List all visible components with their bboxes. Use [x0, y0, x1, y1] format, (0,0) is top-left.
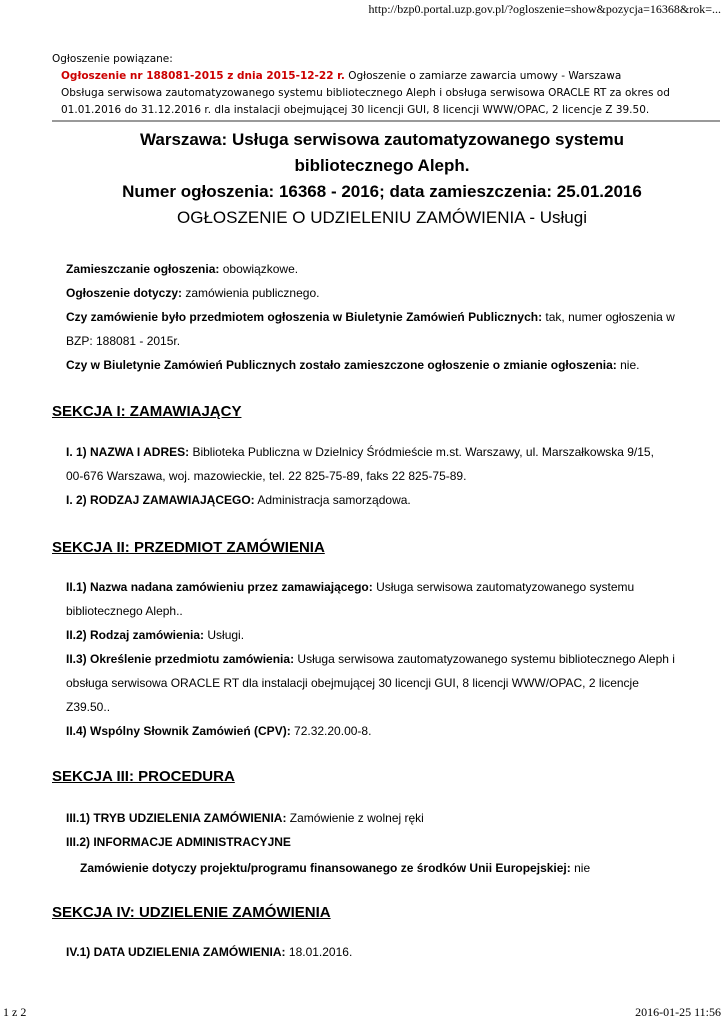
page-title — [52, 127, 712, 231]
related-link[interactable]: Ogłoszenie nr 188081-2015 z dnia 2015-12-22 r. — [61, 70, 345, 82]
related-text-3: 01.01.2016 do 31.12.2016 r. dla instalacji obejmującej 30 licencji GUI, 8 licencji WWW/OPAC, 2 licencje Z 39.50. — [61, 104, 650, 116]
intro-value-1: obowiązkowe. — [219, 262, 299, 276]
divider — [52, 120, 720, 122]
s2-value-b: Usługi. — [204, 628, 245, 642]
section-2-heading: SEKCJA II: PRZEDMIOT ZAMÓWIENIA — [52, 539, 325, 556]
s2-value-c: Usługa serwisowa zautomatyzowanego systemu bibliotecznego Aleph i — [294, 652, 675, 666]
title-line-3: Numer ogłoszenia: 16368 - 2016; data zamieszczenia: 25.01.2016 — [122, 182, 642, 201]
intro-value-3-cont: BZP: 188081 - 2015r. — [66, 334, 181, 348]
related-label: Ogłoszenie powiązane: — [52, 53, 173, 65]
s4-value-a: 18.01.2016. — [285, 945, 353, 959]
section-3-heading: SEKCJA III: PROCEDURA — [52, 768, 235, 785]
intro-label-3: Czy zamówienie było przedmiotem ogłoszenia w Biuletynie Zamówień Publicznych: — [66, 310, 543, 324]
related-text-2: Obsługa serwisowa zautomatyzowanego systemu bibliotecznego Aleph i obsługa serwisowa ORACLE RT za okres od — [61, 87, 670, 99]
section-4-heading: SEKCJA IV: UDZIELENIE ZAMÓWIENIA — [52, 904, 331, 921]
intro-block — [52, 257, 706, 377]
intro-label-2: Ogłoszenie dotyczy: — [66, 286, 183, 300]
section-3-eu — [52, 856, 720, 880]
intro-value-2: zamówienia publicznego. — [182, 286, 320, 300]
s2-label-b: II.2) Rodzaj zamówienia: — [66, 628, 205, 642]
section-1-body — [52, 440, 706, 512]
s4-label-a: IV.1) DATA UDZIELENIA ZAMÓWIENIA: — [66, 945, 286, 959]
section-2-body — [52, 575, 706, 743]
s1-label-a: I. 1) NAZWA I ADRES: — [66, 445, 190, 459]
s2-label-c: II.3) Określenie przedmiotu zamówienia: — [66, 652, 295, 666]
s2-value-a-cont: bibliotecznego Aleph.. — [66, 604, 183, 618]
section-1-heading: SEKCJA I: ZAMAWIAJĄCY — [52, 403, 242, 420]
related-notice — [52, 51, 672, 119]
browser-url: http://bzp0.portal.uzp.gov.pl/?ogloszenie=show&pozycja=16368&rok=... — [368, 2, 721, 16]
title-line-1: Warszawa: Usługa serwisowa zautomatyzowanego systemu — [139, 130, 624, 149]
s1-value-a: Biblioteka Publiczna w Dzielnicy Śródmieście m.st. Warszawy, ul. Marszałkowska 9/15, — [189, 445, 654, 459]
section-3-body — [52, 806, 706, 854]
s2-label-a: II.1) Nazwa nadana zamówieniu przez zamawiającego: — [66, 580, 373, 594]
s2-value-c-cont1: obsługa serwisowa ORACLE RT dla instalacji obejmującej 30 licencji GUI, 8 licencji WWW/OPAC, 2 licencje — [66, 676, 639, 690]
s3-value-a: Zamówienie z wolnej ręki — [286, 811, 424, 825]
page-counter: 1 z 2 — [3, 1005, 27, 1019]
intro-label-4: Czy w Biuletynie Zamówień Publicznych zostało zamieszczone ogłoszenie o zmianie ogłoszenia: — [66, 358, 617, 372]
s3-label-a: III.1) TRYB UDZIELENIA ZAMÓWIENIA: — [66, 811, 287, 825]
s2-value-d: 72.32.20.00-8. — [290, 724, 372, 738]
s3-label-b: III.2) INFORMACJE ADMINISTRACYJNE — [66, 835, 291, 849]
intro-label-1: Zamieszczanie ogłoszenia: — [66, 262, 220, 276]
s2-value-c-cont2: Z39.50.. — [66, 700, 111, 714]
intro-value-4: nie. — [616, 358, 640, 372]
related-text-1: Ogłoszenie o zamiarze zawarcia umowy - Warszawa — [344, 70, 622, 82]
s2-label-d: II.4) Wspólny Słownik Zamówień (CPV): — [66, 724, 291, 738]
s1-value-b: Administracja samorządowa. — [254, 493, 411, 507]
intro-value-3: tak, numer ogłoszenia w — [542, 310, 675, 324]
s2-value-a: Usługa serwisowa zautomatyzowanego systemu — [372, 580, 635, 594]
s1-value-a-cont: 00-676 Warszawa, woj. mazowieckie, tel. 22 825-75-89, faks 22 825-75-89. — [66, 469, 467, 483]
section-4-body — [52, 940, 706, 964]
s3-value-c: nie — [570, 861, 591, 875]
print-datetime: 2016-01-25 11:56 — [635, 1005, 721, 1019]
title-line-4: OGŁOSZENIE O UDZIELENIU ZAMÓWIENIA - Usługi — [177, 208, 587, 227]
s1-label-b: I. 2) RODZAJ ZAMAWIAJĄCEGO: — [66, 493, 255, 507]
title-line-2: bibliotecznego Aleph. — [294, 156, 470, 175]
s3-label-c: Zamówienie dotyczy projektu/programu finansowanego ze środków Unii Europejskiej: — [80, 861, 571, 875]
